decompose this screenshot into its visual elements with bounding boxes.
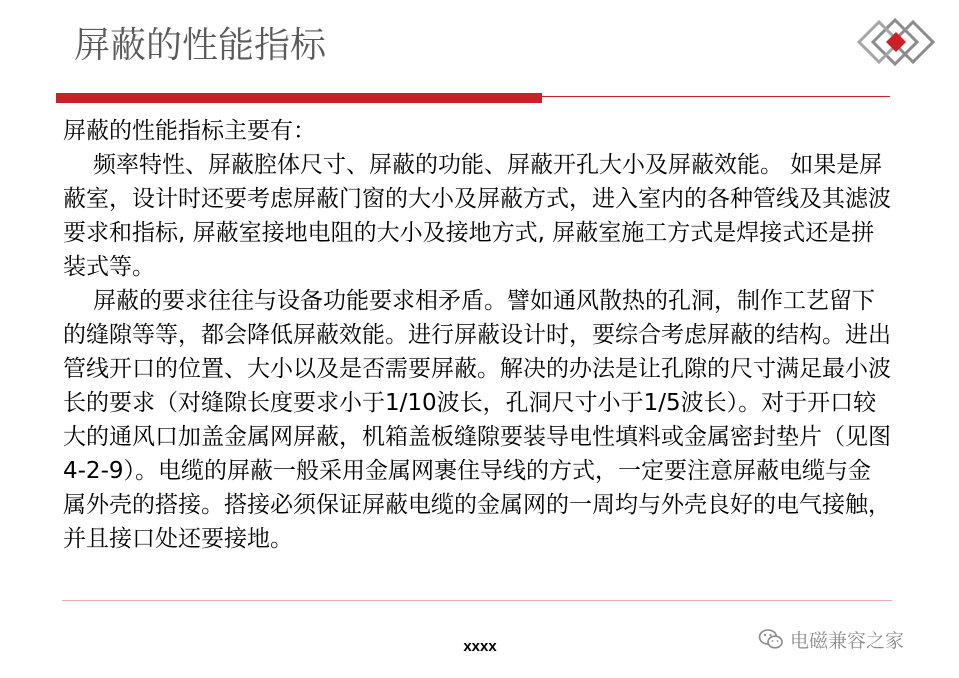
lead-line: 屏蔽的性能指标主要有：	[63, 118, 316, 144]
body-paragraph-2: 屏蔽的要求往往与设备功能要求相矛盾。譬如通风散热的孔洞，制作工艺留下的缝隙等等，都会降低屏蔽效能。进行屏蔽设计时，要综合考虑屏蔽的结构。进出管线开口的位置、大小以及是否需要屏蔽。解决的办法是让孔隙的尺寸满足最小波长的要求（对缝隙长度要求小于1/10波长，孔洞尺寸小于1/5波长）。对于开口较大的通风口加盖金属网屏蔽，机箱盖板缝隙要装导电性填料或金属密封垫片（见图4-2-9）。电缆的屏蔽一般采用金属网裹住导线的方式，一定要注意屏蔽电缆与金属外壳的搭接。搭接必须保证屏蔽电缆的金属网的一周均与外壳良好的电气接触，并且接口处还要接地。	[63, 288, 891, 552]
body-paragraph-1: 频率特性、屏蔽腔体尺寸、屏蔽的功能、屏蔽开孔大小及屏蔽效能。 如果是屏蔽室，设计时还要考虑屏蔽门窗的大小及屏蔽方式，进入室内的各种管线及其滤波要求和指标, 屏蔽室接地电阻的大小及接地方式, 屏蔽室施工方式是焊接式还是拼装式等。	[63, 152, 891, 280]
diamond-logo-icon	[851, 14, 941, 70]
slide-title: 屏蔽的性能指标	[74, 25, 327, 66]
footer-divider	[62, 600, 892, 601]
title-underline-thick	[56, 93, 542, 103]
slide-body	[63, 114, 893, 556]
title-underline-thin	[542, 96, 890, 97]
title-underline-bar	[56, 93, 890, 103]
watermark	[758, 624, 904, 654]
watermark-text: 电磁兼容之家	[790, 629, 905, 652]
footer-label: xxxx	[463, 638, 497, 655]
wechat-icon	[758, 627, 784, 651]
